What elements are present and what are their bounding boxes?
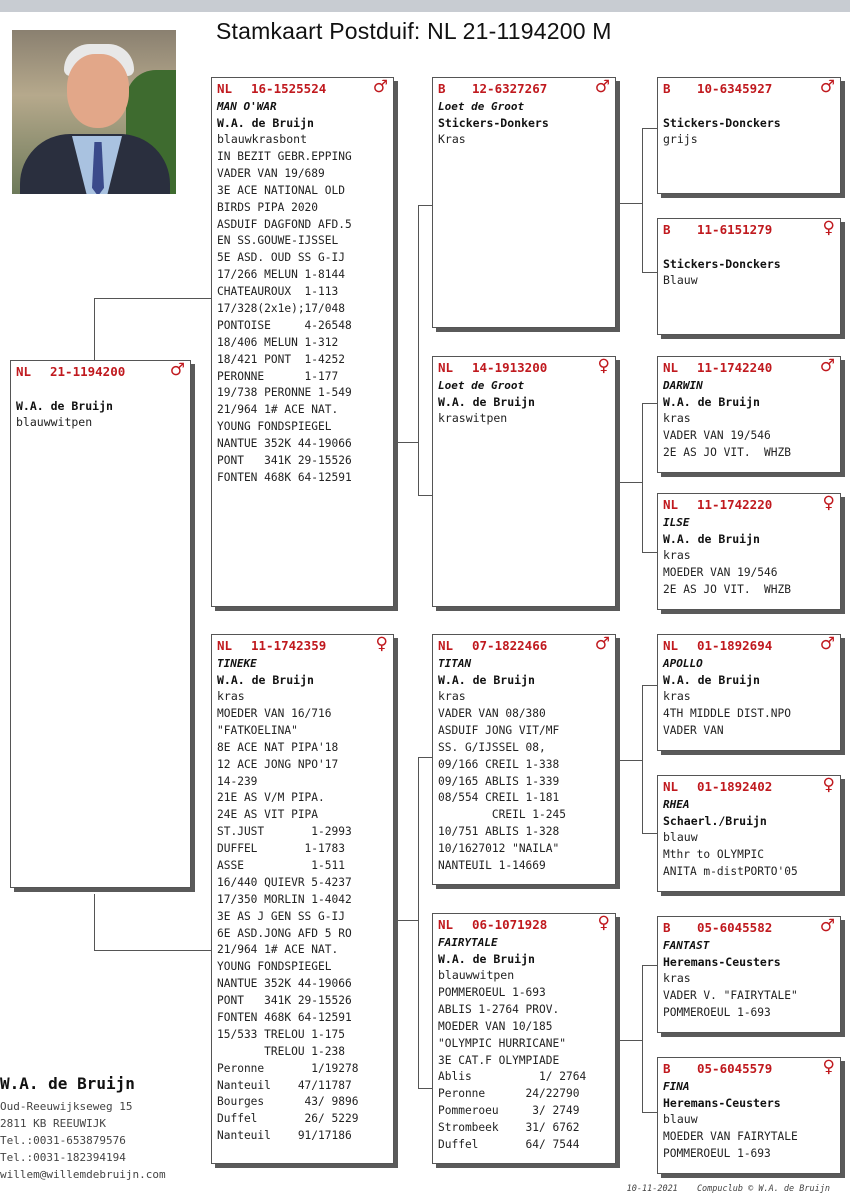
performance-line: 16/440 QUIEVR 5-4237: [217, 875, 352, 889]
performance-line: VADER V. "FAIRYTALE": [663, 989, 798, 1002]
breeder-name: Heremans-Ceusters: [663, 1096, 781, 1110]
pigeon-color: kras: [663, 971, 691, 985]
pigeon-name: FAIRYTALE: [438, 936, 498, 949]
performance-line: FONTEN 468K 64-12591: [217, 470, 352, 484]
card-header: [663, 1057, 835, 1077]
male-symbol-icon: ♂: [372, 77, 388, 97]
connector-subject-dam: [94, 950, 211, 951]
performance-line: VADER VAN 19/689: [217, 166, 325, 180]
performance-line: 21/964 1# ACE NAT.: [217, 943, 339, 957]
performance-line: ASSE 1-511: [217, 859, 345, 873]
female-symbol-icon: ♀: [822, 218, 835, 238]
pigeon-card-sire[interactable]: [211, 77, 394, 607]
ring-prefix: B: [663, 920, 671, 935]
print-date: 10-11-2021: [626, 1184, 678, 1194]
performance-line: ASDUIF JONG VIT/MF: [438, 723, 560, 737]
breeder-name: Stickers-Donckers: [663, 257, 781, 271]
performance-line: Ablis 1/ 2764: [438, 1070, 587, 1084]
pigeon-card-dam[interactable]: [211, 634, 394, 1164]
ring-number: 01-1892402: [697, 779, 773, 794]
ring-prefix: NL: [663, 360, 679, 375]
card-header: [663, 775, 835, 795]
pigeon-color: kras: [663, 411, 691, 425]
performance-line: POMMEROEUL 1-693: [663, 1146, 771, 1160]
connector-subject-dam: [94, 894, 95, 950]
performance-line: Pommeroeu 3/ 2749: [438, 1104, 580, 1118]
performance-line: 4TH MIDDLE DIST.NPO: [663, 707, 791, 720]
performance-line: IN BEZIT GEBR.EPPING: [217, 150, 352, 163]
performance-line: PONT 341K 29-15526: [217, 994, 352, 1008]
breeder-name: W.A. de Bruijn: [663, 673, 760, 687]
breeder-name: W.A. de Bruijn: [217, 673, 314, 687]
performance-line: 10/751 ABLIS 1-328: [438, 825, 560, 839]
card-header: [663, 356, 835, 376]
performance-line: POMMEROEUL 1-693: [438, 986, 546, 999]
performance-line: 09/166 CREIL 1-338: [438, 757, 560, 771]
card-header: [663, 916, 835, 936]
performance-line: Bourges 43/ 9896: [217, 1095, 359, 1109]
pigeon-name: TITAN: [438, 657, 472, 670]
pigeon-card-sire-dam-sire[interactable]: [657, 356, 841, 473]
ring-prefix: NL: [663, 638, 679, 653]
pigeon-color: blauw: [663, 1112, 698, 1126]
breeder-name: Stickers-Donkers: [438, 116, 549, 130]
performance-line: NANTUE 352K 44-19066: [217, 977, 352, 991]
performance-list: [438, 706, 566, 875]
performance-line: DUFFEL 1-1783: [217, 842, 345, 856]
performance-line: SS. G/IJSSEL 08,: [438, 740, 546, 754]
pigeon-card-dam-dam-dam[interactable]: [657, 1057, 841, 1174]
card-header: [663, 493, 835, 513]
performance-line: 18/406 MELUN 1-312: [217, 335, 339, 349]
pigeon-color: kras: [663, 689, 691, 703]
male-symbol-icon: ♂: [594, 634, 610, 654]
performance-line: Nanteuil 91/17186: [217, 1129, 352, 1143]
performance-list: [217, 149, 352, 487]
ring-number: 14-1913200: [472, 360, 548, 375]
connector-dam-parents: [398, 920, 418, 921]
performance-line: PONT 341K 29-15526: [217, 454, 352, 468]
ring-number: 21-1194200: [50, 364, 126, 379]
performance-list: [663, 847, 798, 881]
pigeon-card-dam-dam[interactable]: [432, 913, 616, 1164]
pigeon-card-dam-dam-sire[interactable]: [657, 916, 841, 1033]
performance-line: PERONNE 1-177: [217, 369, 339, 383]
ring-number: 01-1892694: [697, 638, 773, 653]
breeder-name: W.A. de Bruijn: [438, 952, 535, 966]
owner-address-street: Oud-Reeuwijkseweg 15: [0, 1100, 133, 1113]
male-symbol-icon: ♂: [169, 360, 185, 380]
pigeon-color: kraswitpen: [438, 411, 508, 425]
performance-line: ST.JUST 1-2993: [217, 825, 352, 839]
breeder-name: W.A. de Bruijn: [438, 395, 535, 409]
performance-list: [663, 1129, 798, 1163]
female-symbol-icon: ♀: [597, 356, 610, 376]
performance-line: 5E ASD. OUD SS G-IJ: [217, 251, 345, 265]
pigeon-color: kras: [438, 689, 466, 703]
ring-prefix: B: [663, 81, 671, 96]
performance-line: Nanteuil 47/11787: [217, 1078, 352, 1092]
ring-prefix: NL: [438, 360, 454, 375]
male-symbol-icon: ♂: [594, 77, 610, 97]
ring-prefix: NL: [217, 638, 233, 653]
pigeon-card-subject[interactable]: [10, 360, 191, 888]
pigeon-color: Kras: [438, 132, 466, 146]
performance-line: 2E AS JO VIT. WHZB: [663, 582, 791, 596]
performance-list: [663, 988, 798, 1022]
ring-prefix: NL: [663, 497, 679, 512]
ring-number: 11-1742359: [251, 638, 327, 653]
connector-dam-parents: [418, 1088, 432, 1089]
performance-line: 21E AS V/M PIPA.: [217, 791, 325, 805]
credit-line: [613, 1184, 830, 1194]
ring-prefix: B: [663, 222, 671, 237]
connector-ss-parents: [620, 203, 642, 204]
pigeon-color: blauw: [663, 830, 698, 844]
pigeon-name: Loet de Groot: [438, 100, 525, 113]
page-title: Stamkaart Postduif: NL 21-1194200 M: [216, 18, 612, 44]
male-symbol-icon: ♂: [819, 77, 835, 97]
performance-line: Peronne 24/22790: [438, 1087, 580, 1101]
performance-line: 12 ACE JONG NPO'17: [217, 757, 339, 771]
card-header: [16, 360, 185, 380]
performance-line: Strombeek 31/ 6762: [438, 1121, 580, 1135]
card-header: [438, 913, 610, 933]
pigeon-name: FANTAST: [663, 939, 710, 952]
performance-line: 3E ACE NATIONAL OLD: [217, 183, 345, 197]
card-header: [217, 634, 388, 654]
performance-line: 18/421 PONT 1-4252: [217, 352, 345, 366]
pigeon-color: Blauw: [663, 273, 698, 287]
connector-ds-parents: [642, 833, 657, 834]
owner-address-city: 2811 KB REEUWIJK: [0, 1117, 106, 1130]
performance-line: 15/533 TRELOU 1-175: [217, 1027, 345, 1041]
breeder-name: W.A. de Bruijn: [438, 673, 535, 687]
performance-list: [438, 985, 586, 1154]
male-symbol-icon: ♂: [819, 356, 835, 376]
performance-line: 17/328(2x1e);17/048: [217, 302, 345, 316]
pigeon-card-dam-sire[interactable]: [432, 634, 616, 885]
pigeon-name: FINA: [663, 1080, 690, 1093]
performance-line: ABLIS 1-2764 PROV.: [438, 1002, 560, 1016]
ring-number: 05-6045582: [697, 920, 773, 935]
pigeon-card-sire-dam-dam[interactable]: [657, 493, 841, 610]
breeder-name: W.A. de Bruijn: [217, 116, 314, 130]
ring-prefix: NL: [663, 779, 679, 794]
breeder-name: W.A. de Bruijn: [663, 532, 760, 546]
performance-line: 21/964 1# ACE NAT.: [217, 403, 339, 417]
connector-sire-parents: [398, 442, 418, 443]
performance-line: ANITA m-distPORTO'05: [663, 864, 798, 878]
breeder-name: W.A. de Bruijn: [16, 399, 113, 413]
connector-dam-parents: [418, 757, 432, 758]
female-symbol-icon: ♀: [597, 913, 610, 933]
ring-number: 07-1822466: [472, 638, 548, 653]
pigeon-name: Loet de Groot: [438, 379, 525, 392]
pigeon-color: kras: [217, 689, 245, 703]
performance-line: NANTEUIL 1-14669: [438, 859, 546, 873]
card-header: [438, 356, 610, 376]
connector-ss-parents: [642, 128, 657, 129]
performance-line: 19/738 PERONNE 1-549: [217, 386, 352, 400]
performance-list: [663, 565, 791, 599]
breeder-name: Schaerl./Bruijn: [663, 814, 767, 828]
performance-line: 17/350 MORLIN 1-4042: [217, 892, 352, 906]
female-symbol-icon: ♀: [822, 775, 835, 795]
female-symbol-icon: ♀: [822, 493, 835, 513]
performance-line: CHATEAUROUX 1-113: [217, 285, 339, 299]
ring-number: 05-6045579: [697, 1061, 773, 1076]
owner-phone-2: Tel.:0031-182394194: [0, 1151, 126, 1164]
performance-line: VADER VAN 19/546: [663, 429, 771, 442]
performance-line: MOEDER VAN 10/185: [438, 1019, 553, 1033]
pigeon-color: blauwwitpen: [16, 415, 93, 429]
card-header: [663, 634, 835, 654]
ring-prefix: B: [438, 81, 446, 96]
performance-line: 17/266 MELUN 1-8144: [217, 268, 345, 282]
ring-number: 11-1742240: [697, 360, 773, 375]
performance-line: 6E ASD.JONG AFD 5 RO: [217, 926, 352, 940]
performance-line: 08/554 CREIL 1-181: [438, 791, 560, 805]
performance-line: 8E ACE NAT PIPA'18: [217, 740, 339, 754]
connector-sd-parents: [642, 403, 643, 552]
pigeon-color: blauwwitpen: [438, 968, 515, 982]
performance-list: [663, 428, 791, 462]
ring-number: 10-6345927: [697, 81, 773, 96]
connector-dd-parents: [642, 1112, 657, 1113]
ring-prefix: NL: [217, 81, 233, 96]
connector-sd-parents: [620, 482, 642, 483]
connector-sire-parents: [418, 205, 419, 495]
performance-line: Duffel 26/ 5229: [217, 1112, 359, 1126]
ring-number: 11-6151279: [697, 222, 773, 237]
performance-line: FONTEN 468K 64-12591: [217, 1011, 352, 1025]
connector-ds-parents: [642, 685, 657, 686]
card-header: [217, 77, 388, 97]
pigeon-card-sire-sire-sire[interactable]: [657, 77, 841, 194]
connector-ss-parents: [642, 128, 643, 272]
owner-photo: [12, 30, 176, 194]
card-header: [663, 77, 835, 97]
performance-line: POMMEROEUL 1-693: [663, 1005, 771, 1019]
ring-number: 16-1525524: [251, 81, 327, 96]
performance-line: MOEDER VAN 19/546: [663, 566, 778, 579]
copyright-text: Compuclub © W.A. de Bruijn: [696, 1184, 830, 1194]
connector-subject-sire: [94, 298, 211, 299]
performance-line: ASDUIF DAGFOND AFD.5: [217, 217, 352, 231]
performance-line: 14-239: [217, 774, 258, 788]
pigeon-card-dam-sire-dam[interactable]: [657, 775, 841, 892]
performance-line: Duffel 64/ 7544: [438, 1138, 580, 1152]
performance-line: BIRDS PIPA 2020: [217, 200, 319, 214]
breeder-name: Stickers-Donckers: [663, 116, 781, 130]
performance-list: [663, 706, 791, 740]
performance-line: MOEDER VAN 16/716: [217, 707, 332, 720]
pigeon-color: kras: [663, 548, 691, 562]
pigeon-card-sire-sire[interactable]: [432, 77, 616, 328]
connector-sire-parents: [418, 205, 432, 206]
connector-dd-parents: [642, 965, 657, 966]
performance-line: CREIL 1-245: [438, 808, 566, 822]
performance-line: EN SS.GOUWE-IJSSEL: [217, 234, 339, 248]
performance-line: VADER VAN 08/380: [438, 707, 546, 720]
performance-line: "FATKOELINA": [217, 723, 298, 737]
pigeon-name: RHEA: [663, 798, 690, 811]
performance-line: 10/1627012 "NAILA": [438, 842, 560, 856]
male-symbol-icon: ♂: [819, 916, 835, 936]
connector-sd-parents: [642, 552, 657, 553]
connector-sire-parents: [418, 495, 432, 496]
connector-ds-parents: [642, 685, 643, 833]
ring-number: 06-1071928: [472, 917, 548, 932]
connector-sd-parents: [642, 403, 657, 404]
pigeon-name: MAN O'WAR: [217, 100, 277, 113]
pigeon-color: blauwkrasbont: [217, 132, 308, 146]
performance-line: YOUNG FONDSPIEGEL: [217, 960, 332, 974]
card-header: [663, 218, 835, 238]
top-bar: [0, 0, 850, 12]
performance-line: 3E AS J GEN SS G-IJ: [217, 909, 345, 923]
pigeon-card-sire-sire-dam[interactable]: [657, 218, 841, 335]
card-header: [438, 77, 610, 97]
connector-ss-parents: [642, 272, 657, 273]
performance-line: Mthr to OLYMPIC: [663, 848, 765, 861]
performance-line: 2E AS JO VIT. WHZB: [663, 445, 791, 459]
male-symbol-icon: ♂: [819, 634, 835, 654]
pigeon-name: DARWIN: [663, 379, 703, 392]
connector-subject-sire: [94, 298, 95, 360]
connector-dd-parents: [620, 1040, 642, 1041]
performance-line: 09/165 ABLIS 1-339: [438, 774, 560, 788]
pigeon-card-dam-sire-sire[interactable]: [657, 634, 841, 751]
pigeon-name: ILSE: [663, 516, 690, 529]
female-symbol-icon: ♀: [822, 1057, 835, 1077]
performance-line: NANTUE 352K 44-19066: [217, 437, 352, 451]
performance-line: Peronne 1/19278: [217, 1061, 359, 1075]
ring-number: 12-6327267: [472, 81, 548, 96]
owner-block: [0, 1074, 205, 1183]
ring-prefix: NL: [438, 917, 454, 932]
performance-line: YOUNG FONDSPIEGEL: [217, 420, 332, 434]
breeder-name: W.A. de Bruijn: [663, 395, 760, 409]
ring-number: 11-1742220: [697, 497, 773, 512]
connector-ds-parents: [620, 760, 642, 761]
performance-line: TRELOU 1-238: [217, 1044, 345, 1058]
ring-prefix: NL: [16, 364, 32, 379]
breeder-name: Heremans-Ceusters: [663, 955, 781, 969]
performance-line: MOEDER VAN FAIRYTALE: [663, 1130, 798, 1143]
owner-name: W.A. de Bruijn: [0, 1074, 135, 1093]
performance-line: 24E AS VIT PIPA: [217, 808, 319, 822]
female-symbol-icon: ♀: [375, 634, 388, 654]
pigeon-card-sire-dam[interactable]: [432, 356, 616, 607]
connector-dam-parents: [418, 757, 419, 1088]
pigeon-name: TINEKE: [217, 657, 257, 670]
pigeon-color: grijs: [663, 132, 698, 146]
connector-dd-parents: [642, 965, 643, 1112]
ring-prefix: B: [663, 1061, 671, 1076]
owner-phone-1: Tel.:0031-653879576: [0, 1134, 126, 1147]
card-header: [438, 634, 610, 654]
performance-line: PONTOISE 4-26548: [217, 318, 352, 332]
performance-list: [217, 706, 358, 1145]
performance-line: VADER VAN: [663, 723, 724, 737]
performance-line: 3E CAT.F OLYMPIADE: [438, 1053, 560, 1067]
ring-prefix: NL: [438, 638, 454, 653]
performance-line: "OLYMPIC HURRICANE": [438, 1036, 566, 1050]
owner-email[interactable]: willem@willemdebruijn.com: [0, 1168, 166, 1181]
pigeon-name: APOLLO: [663, 657, 703, 670]
